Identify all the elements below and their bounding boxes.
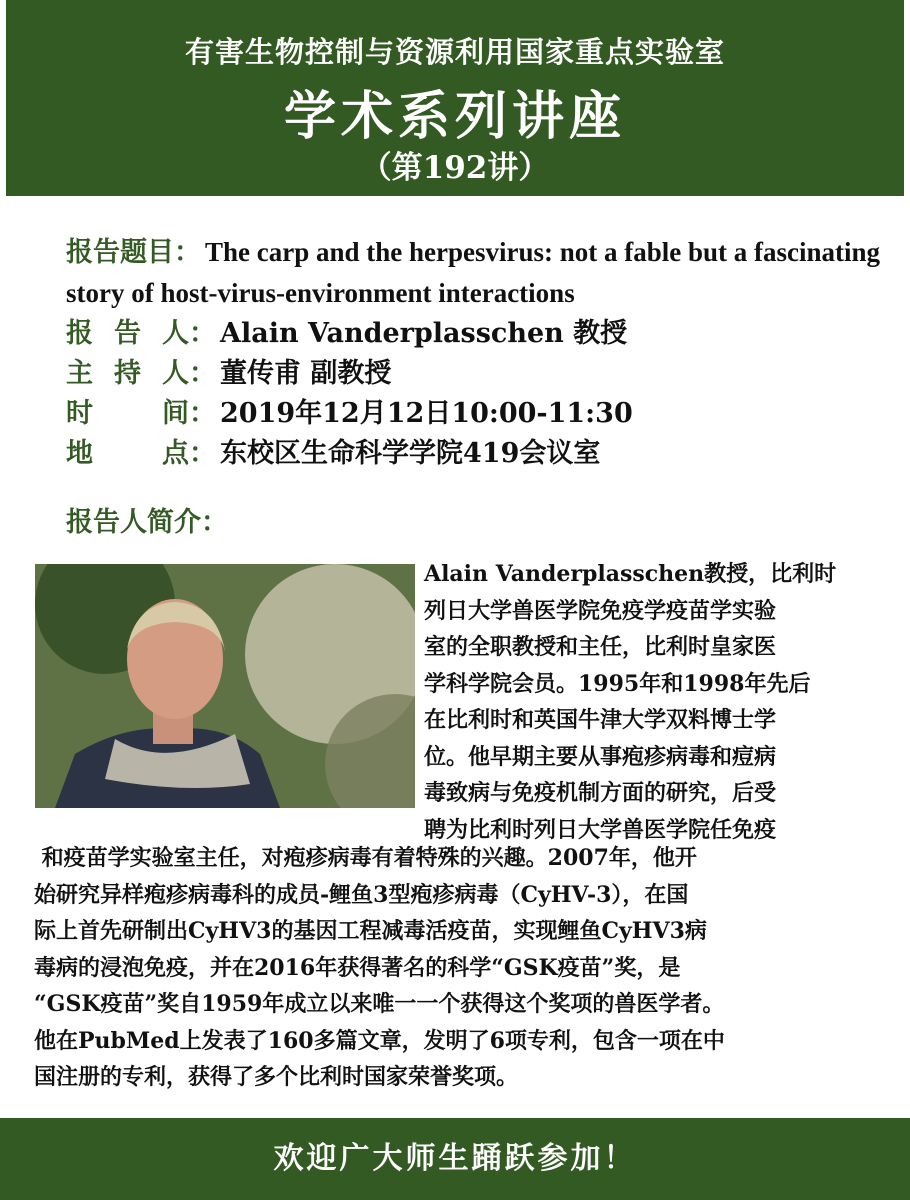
place-row: 地 点： 东校区生命科学学院419会议室 (66, 438, 601, 469)
topic-label: 报告题目 (66, 237, 174, 268)
bio-line: 毒病的浸泡免疫，并在2016年获得著名的科学“GSK疫苗”奖，是 (34, 954, 681, 981)
speaker-value: Alain Vanderplasschen 教授 (220, 318, 628, 349)
host-label: 主 持 人 (66, 358, 189, 389)
header-banner (6, 0, 904, 196)
bio-line: “GSK疫苗”奖自1959年成立以来唯一一个获得这个奖项的兽医学者。 (34, 991, 725, 1017)
topic-row: 报告题目： The carp and the herpesvirus: not a fable but a fascinating story of host-virus-environment interactions (66, 237, 881, 308)
bio-heading: 报告人简介： (66, 507, 228, 538)
host-value: 董传甫 副教授 (220, 358, 392, 389)
bio-text-right (424, 556, 880, 848)
bio-text-bottom (34, 840, 894, 1096)
welcome-text: 欢迎广大师生踊跃参加！ (273, 1141, 637, 1176)
series-title: 学术系列讲座 (283, 86, 626, 147)
topic-value: The carp and the herpesvirus: not a fable but a fascinating story of host-virus-environment interactions (66, 237, 881, 308)
speaker-label: 报 告 人 (66, 318, 189, 349)
speaker-row: 报 告 人： Alain Vanderplasschen 教授 (66, 318, 628, 349)
host-row: 主 持 人： 董传甫 副教授 (66, 358, 392, 389)
lecture-number: （第192讲） (360, 150, 550, 186)
bio-line: 始研究异样疱疹病毒科的成员-鲤鱼3型疱疹病毒（CyHV-3），在国 (34, 881, 689, 908)
bio-line: 国注册的专利，获得了多个比利时国家荣誉奖项。 (34, 1064, 519, 1090)
bio-line: 位。他早期主要从事疱疹病毒和痘病 (424, 743, 777, 770)
bio-line: 聘为比利时列日大学兽医学院任免疫 (424, 816, 777, 843)
time-label: 时 间 (66, 398, 189, 429)
bio-line: 列日大学兽医学院免疫学疫苗学实验 (424, 597, 777, 624)
bio-line: Alain Vanderplasschen教授，比利时 (424, 561, 837, 587)
place-value: 东校区生命科学学院419会议室 (220, 438, 601, 469)
bio-line: 和疫苗学实验室主任，对疱疹病毒有着特殊的兴趣。2007年，他开 (34, 845, 697, 871)
bio-line: 际上首先研制出CyHV3的基因工程减毒活疫苗，实现鲤鱼CyHV3病 (34, 918, 707, 944)
footer-banner (0, 1118, 910, 1200)
bio-line: 室的全职教授和主任，比利时皇家医 (424, 634, 777, 660)
bio-line: 在比利时和英国牛津大学双料博士学 (424, 707, 777, 733)
lab-name: 有害生物控制与资源利用国家重点实验室 (184, 35, 725, 69)
bio-line: 学科学院会员。1995年和1998年先后 (424, 670, 811, 697)
bio-line: 他在PubMed上发表了160多篇文章，发明了6项专利，包含一项在中 (34, 1027, 725, 1054)
lecture-info (66, 232, 896, 474)
speaker-portrait-icon (35, 564, 415, 808)
time-value: 2019年12月12日10:00-11:30 (220, 398, 633, 429)
bio-line: 毒致病与免疫机制方面的研究，后受 (424, 780, 777, 806)
time-row: 时 间： 2019年12月12日10:00-11:30 (66, 398, 633, 429)
speaker-photo (35, 564, 415, 808)
place-label: 地 点 (66, 438, 189, 469)
